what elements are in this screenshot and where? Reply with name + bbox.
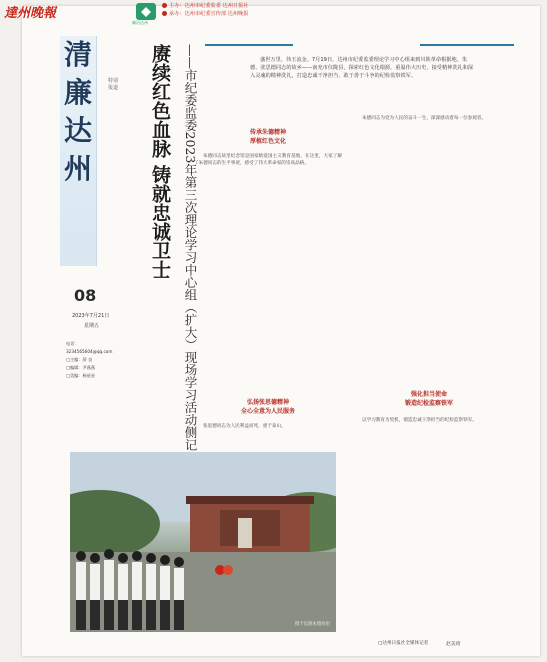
main-headline: 赓续红色血脉 铸就忠诚卫士 (149, 44, 171, 279)
column-title-char: 达 (63, 114, 92, 147)
host-line: 主办：达州市纪委监委 达州日报社 (162, 2, 248, 10)
article-paragraph: 朱德同志故里纪念馆是国家级爱国主义教育基地，在这里，大家了解了朱德同志的生平事迹，感受了伟大革命家的崇高品格。 (194, 154, 342, 166)
editorial-credits (66, 340, 112, 380)
reporter-name: 赵美琦 (446, 642, 461, 647)
credit-line: □编辑：尹燕燕 (66, 365, 96, 370)
page-number: 08 (74, 286, 97, 305)
clean-dazhou-badge (136, 3, 156, 20)
section-heading: 弘扬张思德精神 全心全意为人民服务 (240, 399, 295, 415)
section-heading: 强化担当使命 锻造纪检监察铁军 (404, 391, 453, 407)
credit-line: □美编：杨星星 (66, 373, 96, 378)
badge-emblem-icon (139, 6, 153, 18)
host-info (162, 2, 248, 18)
issue-date: 2023年7月21日 (72, 313, 110, 319)
article-paragraph: 朱德同志为党为人民的奋斗一生，深深感动着每一位参观者。 (362, 116, 487, 121)
credit-line: 3234565604@qq.com (66, 349, 113, 354)
column-title (60, 36, 97, 266)
news-photo (70, 452, 336, 632)
article-column (194, 424, 342, 433)
sub-headline: ——市纪委监委2023年第三次理论学习中心组（扩大）现场学习活动侧记 (183, 44, 198, 451)
article-column (353, 418, 505, 427)
badge-label: 廉洁达州 (132, 20, 148, 25)
credit-line: 电话： (66, 341, 79, 346)
photo-scene (70, 452, 336, 632)
column-title-char: 州 (63, 152, 92, 185)
article-paragraph: 张思德同志为人民利益而死，重于泰山。 (203, 424, 286, 429)
masthead-logo: 達州晚報 (4, 6, 57, 21)
lead-paragraph: 盛世万里，伟玉流金。7月19日，达州市纪委监委理论学习中心组来到川陕革命根据地，朱德、张思德同志的故乡——南充市仪陇县，探索红色文化根源，重温伟大历史，接受精神洗礼和深入灵魂的精神洗礼，打造忠诚干净担当、敢于善于斗争的纪检监察铁军。 (250, 57, 474, 79)
article-column (194, 154, 342, 169)
article-paragraph: 以学习教育为契机，锻造忠诚干净担当的纪检监察铁军。 (362, 418, 477, 423)
special-report-tag: 特别报道 (108, 78, 119, 91)
bullet-icon (162, 3, 167, 8)
issue-weekday: 星期五 (84, 323, 100, 329)
column-title-char: 清 (63, 38, 92, 71)
decorative-rule (205, 44, 293, 46)
bullet-icon (162, 11, 167, 16)
cohost-line: 承办：达州市纪委宣传部 达州晚报 (162, 10, 248, 18)
column-title-char: 廉 (63, 76, 92, 109)
article-column (353, 116, 505, 125)
reporter-credit: □达州日报社全媒体记者 (378, 641, 429, 646)
credit-line: □主编：薛 良 (66, 357, 93, 362)
section-heading: 传承朱德精神 厚植红色文化 (249, 129, 286, 145)
photo-watermark: 摄于仪陇朱德故里 (294, 622, 330, 627)
decorative-rule (420, 44, 514, 46)
